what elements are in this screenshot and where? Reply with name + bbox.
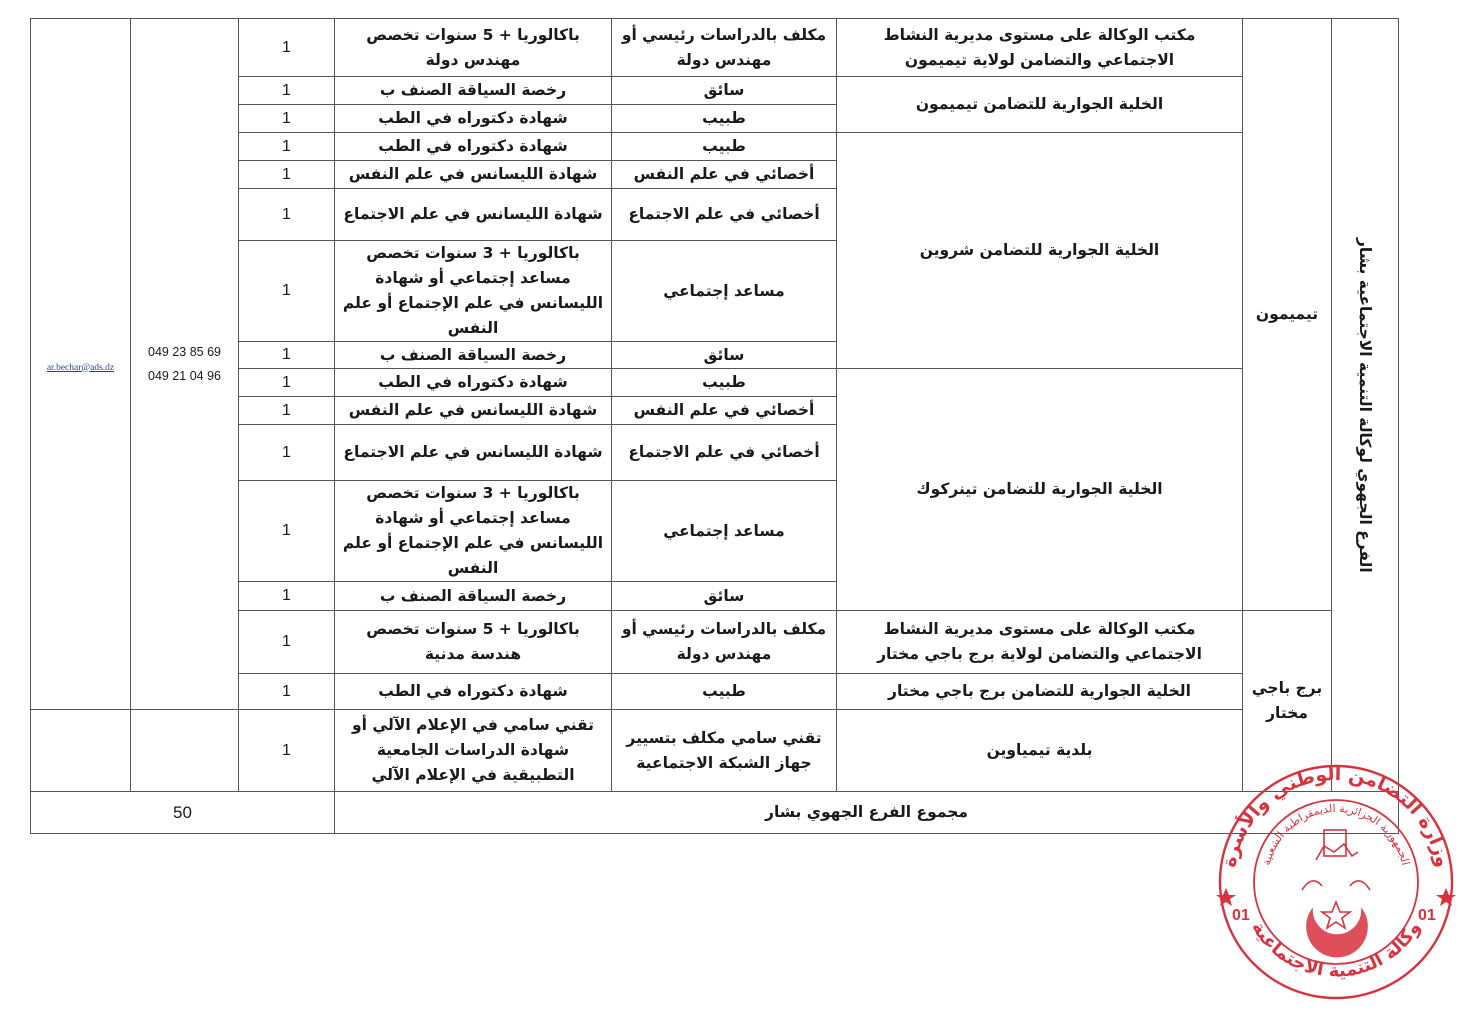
count-cell: 1 [239,161,335,189]
phone-number-2: 049 21 04 96 [148,369,221,383]
qualification-cell: شهادة دكتوراه في الطب [335,133,612,161]
post-cell: مكلف بالدراسات رئيسي أو مهندس دولة [612,611,837,674]
count-cell: 1 [239,77,335,105]
qualification-cell: باكالوريا + 5 سنوات تخصص مهندس دولة [335,19,612,77]
qualification-cell: باكالوريا + 5 سنوات تخصص هندسة مدنية [335,611,612,674]
count-cell: 1 [239,342,335,369]
unit-cell: الخلية الجوارية للتضامن برج باجي مختار [837,674,1243,710]
count-cell: 1 [239,425,335,481]
qualification-cell: شهادة دكتوراه في الطب [335,369,612,397]
total-label: مجموع الفرع الجهوي بشار [335,792,1399,834]
post-cell: أخصائي في علم النفس [612,161,837,189]
count-cell: 1 [239,481,335,582]
qualification-cell: شهادة دكتوراه في الطب [335,105,612,133]
count-cell: 1 [239,133,335,161]
count-cell: 1 [239,105,335,133]
unit-cell: الخلية الجوارية للتضامن تيميمون [837,77,1243,133]
qualification-cell: شهادة دكتوراه في الطب [335,674,612,710]
post-cell: سائق [612,582,837,611]
branch-cell [1332,19,1399,792]
qualification-cell: باكالوريا + 3 سنوات تخصص مساعد إجتماعي أو شهادة الليسانس في علم الإجتماع أو علم النفس [335,481,612,582]
email-cell [31,19,131,710]
unit-cell: مكتب الوكالة على مستوى مديرية النشاط الاجتماعي والتضامن لولاية برج باجي مختار [837,611,1243,674]
wilaya-cell-bbm: برج باجي مختار [1243,611,1332,792]
qualification-cell: رخصة السياقة الصنف ب [335,342,612,369]
count-cell: 1 [239,397,335,425]
stamp-code-right: 01 [1418,907,1436,924]
post-cell: طبيب [612,674,837,710]
count-cell: 1 [239,19,335,77]
post-cell: تقني سامي مكلف بتسيير جهاز الشبكة الاجتماعية [612,710,837,792]
star-icon [1436,888,1456,906]
count-cell: 1 [239,241,335,342]
qualification-cell: شهادة الليسانس في علم الاجتماع [335,189,612,241]
count-cell: 1 [239,674,335,710]
stamp-code-left: 01 [1232,907,1250,924]
qualification-cell: شهادة الليسانس في علم النفس [335,397,612,425]
unit-cell: الخلية الجوارية للتضامن تينركوك [837,369,1243,611]
stamp-ring-bottom-text: وكالة التنمية الاجتماعية [1247,917,1425,982]
post-cell: مساعد إجتماعي [612,481,837,582]
post-cell: أخصائي في علم الاجتماع [612,189,837,241]
positions-table [30,18,1399,834]
email-cell-empty [31,710,131,792]
post-cell: طبيب [612,105,837,133]
phone-cell [131,19,239,710]
star-icon [1216,888,1236,906]
qualification-cell: شهادة الليسانس في علم النفس [335,161,612,189]
count-cell: 1 [239,189,335,241]
post-cell: مساعد إجتماعي [612,241,837,342]
unit-cell: الخلية الجوارية للتضامن شروين [837,133,1243,369]
phone-number-1: 049 23 85 69 [148,345,221,359]
stamp-ring-top-text: وزارة التضامن الوطني والأسرة [1218,762,1454,870]
post-cell: سائق [612,342,837,369]
qualification-cell: رخصة السياقة الصنف ب [335,77,612,105]
email-link[interactable]: ar.bechar@ads.dz [46,362,115,373]
branch-label: الفرع الجهوي لوكالة التنمية الاجتماعية بشار [1356,237,1374,573]
qualification-cell: شهادة الليسانس في علم الاجتماع [335,425,612,481]
count-cell: 1 [239,582,335,611]
official-stamp [1212,760,1460,1000]
qualification-cell: باكالوريا + 3 سنوات تخصص مساعد إجتماعي أو شهادة الليسانس في علم الإجتماع أو علم النفس [335,241,612,342]
post-cell: أخصائي في علم الاجتماع [612,425,837,481]
emblem-icon [1302,830,1370,957]
qualification-cell: تقني سامي في الإعلام الآلي أو شهادة الدراسات الجامعية التطبيقية في الإعلام الآلي [335,710,612,792]
stamp-inner-text: الجمهورية الجزائرية الديمقراطية الشعبية [1259,801,1413,867]
count-cell: 1 [239,710,335,792]
post-cell: طبيب [612,369,837,397]
wilaya-cell-timimoun: تيميمون [1243,19,1332,611]
post-cell: أخصائي في علم النفس [612,397,837,425]
post-cell: مكلف بالدراسات رئيسي أو مهندس دولة [612,19,837,77]
unit-cell: بلدية تيمياوين [837,710,1243,792]
count-cell: 1 [239,369,335,397]
post-cell: سائق [612,77,837,105]
unit-cell: مكتب الوكالة على مستوى مديرية النشاط الاجتماعي والتضامن لولاية تيميمون [837,19,1243,77]
post-cell: طبيب [612,133,837,161]
count-cell: 1 [239,611,335,674]
phone-cell-empty [131,710,239,792]
total-value: 50 [31,792,335,834]
qualification-cell: رخصة السياقة الصنف ب [335,582,612,611]
